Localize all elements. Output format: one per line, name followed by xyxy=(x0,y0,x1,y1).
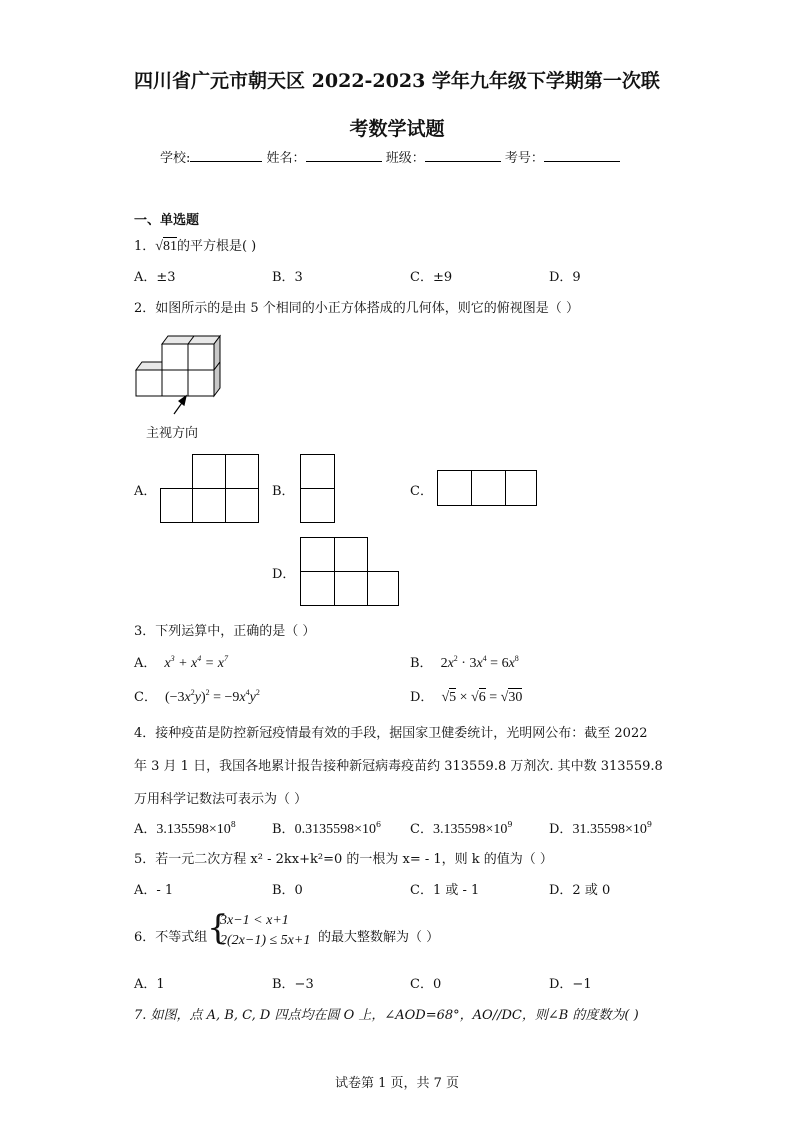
q4-option-a-label: A． xyxy=(134,822,157,837)
q3-option-b-expr: $2x^2 \cdot 3x^4 = 6x^8$ xyxy=(440,654,519,671)
school-blank xyxy=(190,149,262,162)
q4-option-b xyxy=(272,818,381,838)
cube-bottom-1 xyxy=(136,370,162,396)
q2-option-b-grid xyxy=(300,454,336,524)
q2-option-a-label: A． xyxy=(134,484,157,499)
q1-option-b: B．3 xyxy=(272,270,303,285)
class-blank xyxy=(425,149,501,162)
q4-option-d xyxy=(549,818,652,838)
q2-option-d-grid xyxy=(300,537,400,607)
q6-option-b: B．−3 xyxy=(272,977,314,992)
q6-option-c: C．0 xyxy=(410,977,442,992)
q4-option-d-label: D． xyxy=(549,822,573,837)
document-title-line2: 考数学试题 xyxy=(349,118,445,140)
q3-option-a xyxy=(134,652,228,672)
q2-option-c-grid xyxy=(437,470,537,506)
q6-inequality-1: 3x−1 < x+1 xyxy=(220,913,289,928)
q3-option-b-label: B． xyxy=(410,656,433,671)
grid-cell xyxy=(192,488,226,523)
q1-text: 的平方根是( ) xyxy=(176,239,257,254)
grid-cell xyxy=(225,454,259,489)
q4-option-c xyxy=(410,818,512,838)
q4-option-a-mantissa: 3.135598×10 xyxy=(156,822,231,837)
page-footer: 试卷第 1 页，共 7 页 xyxy=(334,1076,460,1091)
grid-cell xyxy=(505,470,537,506)
q6-option-d: D．−1 xyxy=(549,977,592,992)
q4-option-c-mantissa: 3.135598×10 xyxy=(432,822,508,837)
system-brace: { xyxy=(207,908,229,948)
cube-bottom-3 xyxy=(188,370,214,396)
q2-option-a-grid xyxy=(160,454,260,524)
q3-option-c-label: C． xyxy=(134,690,157,705)
question-4-line1: 4．接种疫苗是防控新冠疫情最有效的手段，据国家卫健委统计，光明网公布：截至 2022 xyxy=(134,726,648,741)
question-2: 2．如图所示的是由 5 个相同的小正方体搭成的几何体，则它的俯视图是（ ） xyxy=(134,301,579,316)
q5-option-a: A．- 1 xyxy=(134,883,174,898)
q3-option-d-label: D． xyxy=(410,690,434,705)
cube-top-left xyxy=(162,344,188,370)
q1-option-d: D．9 xyxy=(549,270,581,285)
grid-cell xyxy=(300,454,335,489)
q1-option-a: A．±3 xyxy=(134,270,176,285)
q4-option-c-label: C． xyxy=(410,822,433,837)
class-label: 班级： xyxy=(385,151,425,166)
question-4-line3: 万用科学记数法可表示为（ ） xyxy=(134,792,308,807)
cube-bottom-2 xyxy=(162,370,188,396)
name-label: 姓名： xyxy=(266,151,306,166)
question-7: 7. 如图，点 A, B, C, D 四点均在圆 O 上，∠AOD=68°，AO//DC，则∠B 的度数为( ) xyxy=(134,1008,639,1023)
q3-option-a-label: A． xyxy=(134,656,157,671)
q6-inequality-2: 2(2x−1) ≤ 5x+1 xyxy=(220,933,311,948)
question-4-line2: 年 3 月 1 日，我国各地累计报告接种新冠病毒疫苗约 313559.8 万剂次. 其中数 313559.8 xyxy=(134,759,663,774)
question-5: 5．若一元二次方程 x² - 2kx+k²=0 的一根为 x= - 1，则 k 的值为（ ） xyxy=(134,852,553,867)
q5-option-d: D．2 或 0 xyxy=(549,883,611,898)
document-title-line1: 四川省广元市朝天区 2022-2023 学年九年级下学期第一次联 xyxy=(134,70,660,92)
question-1 xyxy=(134,235,256,255)
q2-option-d-label: D． xyxy=(272,567,296,582)
school-label: 学校: xyxy=(160,151,191,166)
q4-option-b-exponent: 6 xyxy=(375,820,382,829)
sqrt-symbol: √ xyxy=(155,239,163,254)
grid-cell xyxy=(471,470,506,506)
q3-option-c-expr: $(-3x^2y)^2 = -9x^4y^2$ xyxy=(164,688,260,705)
q1-number: 1． xyxy=(134,239,156,254)
grid-cell xyxy=(300,537,335,572)
q4-option-d-mantissa: 31.35598×10 xyxy=(572,822,647,837)
view-arrow-head xyxy=(179,396,186,405)
q4-option-b-label: B． xyxy=(272,822,295,837)
question-6-prefix: 6．不等式组 xyxy=(134,930,208,945)
q4-option-a xyxy=(134,818,236,838)
grid-cell xyxy=(334,537,368,572)
q3-option-a-expr: $x^3 + x^4 = x^7$ xyxy=(164,654,228,671)
info-line xyxy=(160,147,620,166)
name-blank xyxy=(306,149,382,162)
grid-cell xyxy=(334,571,368,606)
q1-option-c: C．±9 xyxy=(410,270,453,285)
id-blank xyxy=(544,149,620,162)
grid-cell xyxy=(225,488,259,523)
grid-cell xyxy=(160,488,193,523)
q1-radicand: 81 xyxy=(162,239,177,254)
q5-option-c: C．1 或 - 1 xyxy=(410,883,480,898)
question-6-suffix: 的最大整数解为（ ） xyxy=(318,930,440,945)
cube-bottom-roof xyxy=(136,362,162,370)
q3-option-c xyxy=(134,686,260,706)
q3-option-d-expr: √5 × √6 = √30 xyxy=(441,690,523,705)
q3-option-b xyxy=(410,652,519,672)
q4-option-a-exponent: 8 xyxy=(230,820,236,829)
q5-option-b: B．0 xyxy=(272,883,303,898)
question-3: 3．下列运算中，正确的是（ ） xyxy=(134,624,316,639)
grid-cell xyxy=(192,454,226,489)
cube-top-right xyxy=(188,344,214,370)
grid-cell xyxy=(367,571,399,606)
q2-option-c-label: C． xyxy=(410,484,433,499)
id-label: 考号： xyxy=(504,151,544,166)
grid-cell xyxy=(300,571,335,606)
grid-cell xyxy=(300,488,335,523)
q2-option-b-label: B． xyxy=(272,484,295,499)
grid-cell xyxy=(437,470,472,506)
q4-option-c-exponent: 9 xyxy=(507,820,513,829)
q4-option-d-exponent: 9 xyxy=(646,820,652,829)
view-direction-label: 主视方向 xyxy=(146,426,199,441)
q3-option-d xyxy=(410,686,522,706)
q4-option-b-mantissa: 0.3135598×10 xyxy=(294,822,376,837)
section-heading: 一、单选题 xyxy=(134,213,200,228)
q6-option-a: A．1 xyxy=(134,977,165,992)
